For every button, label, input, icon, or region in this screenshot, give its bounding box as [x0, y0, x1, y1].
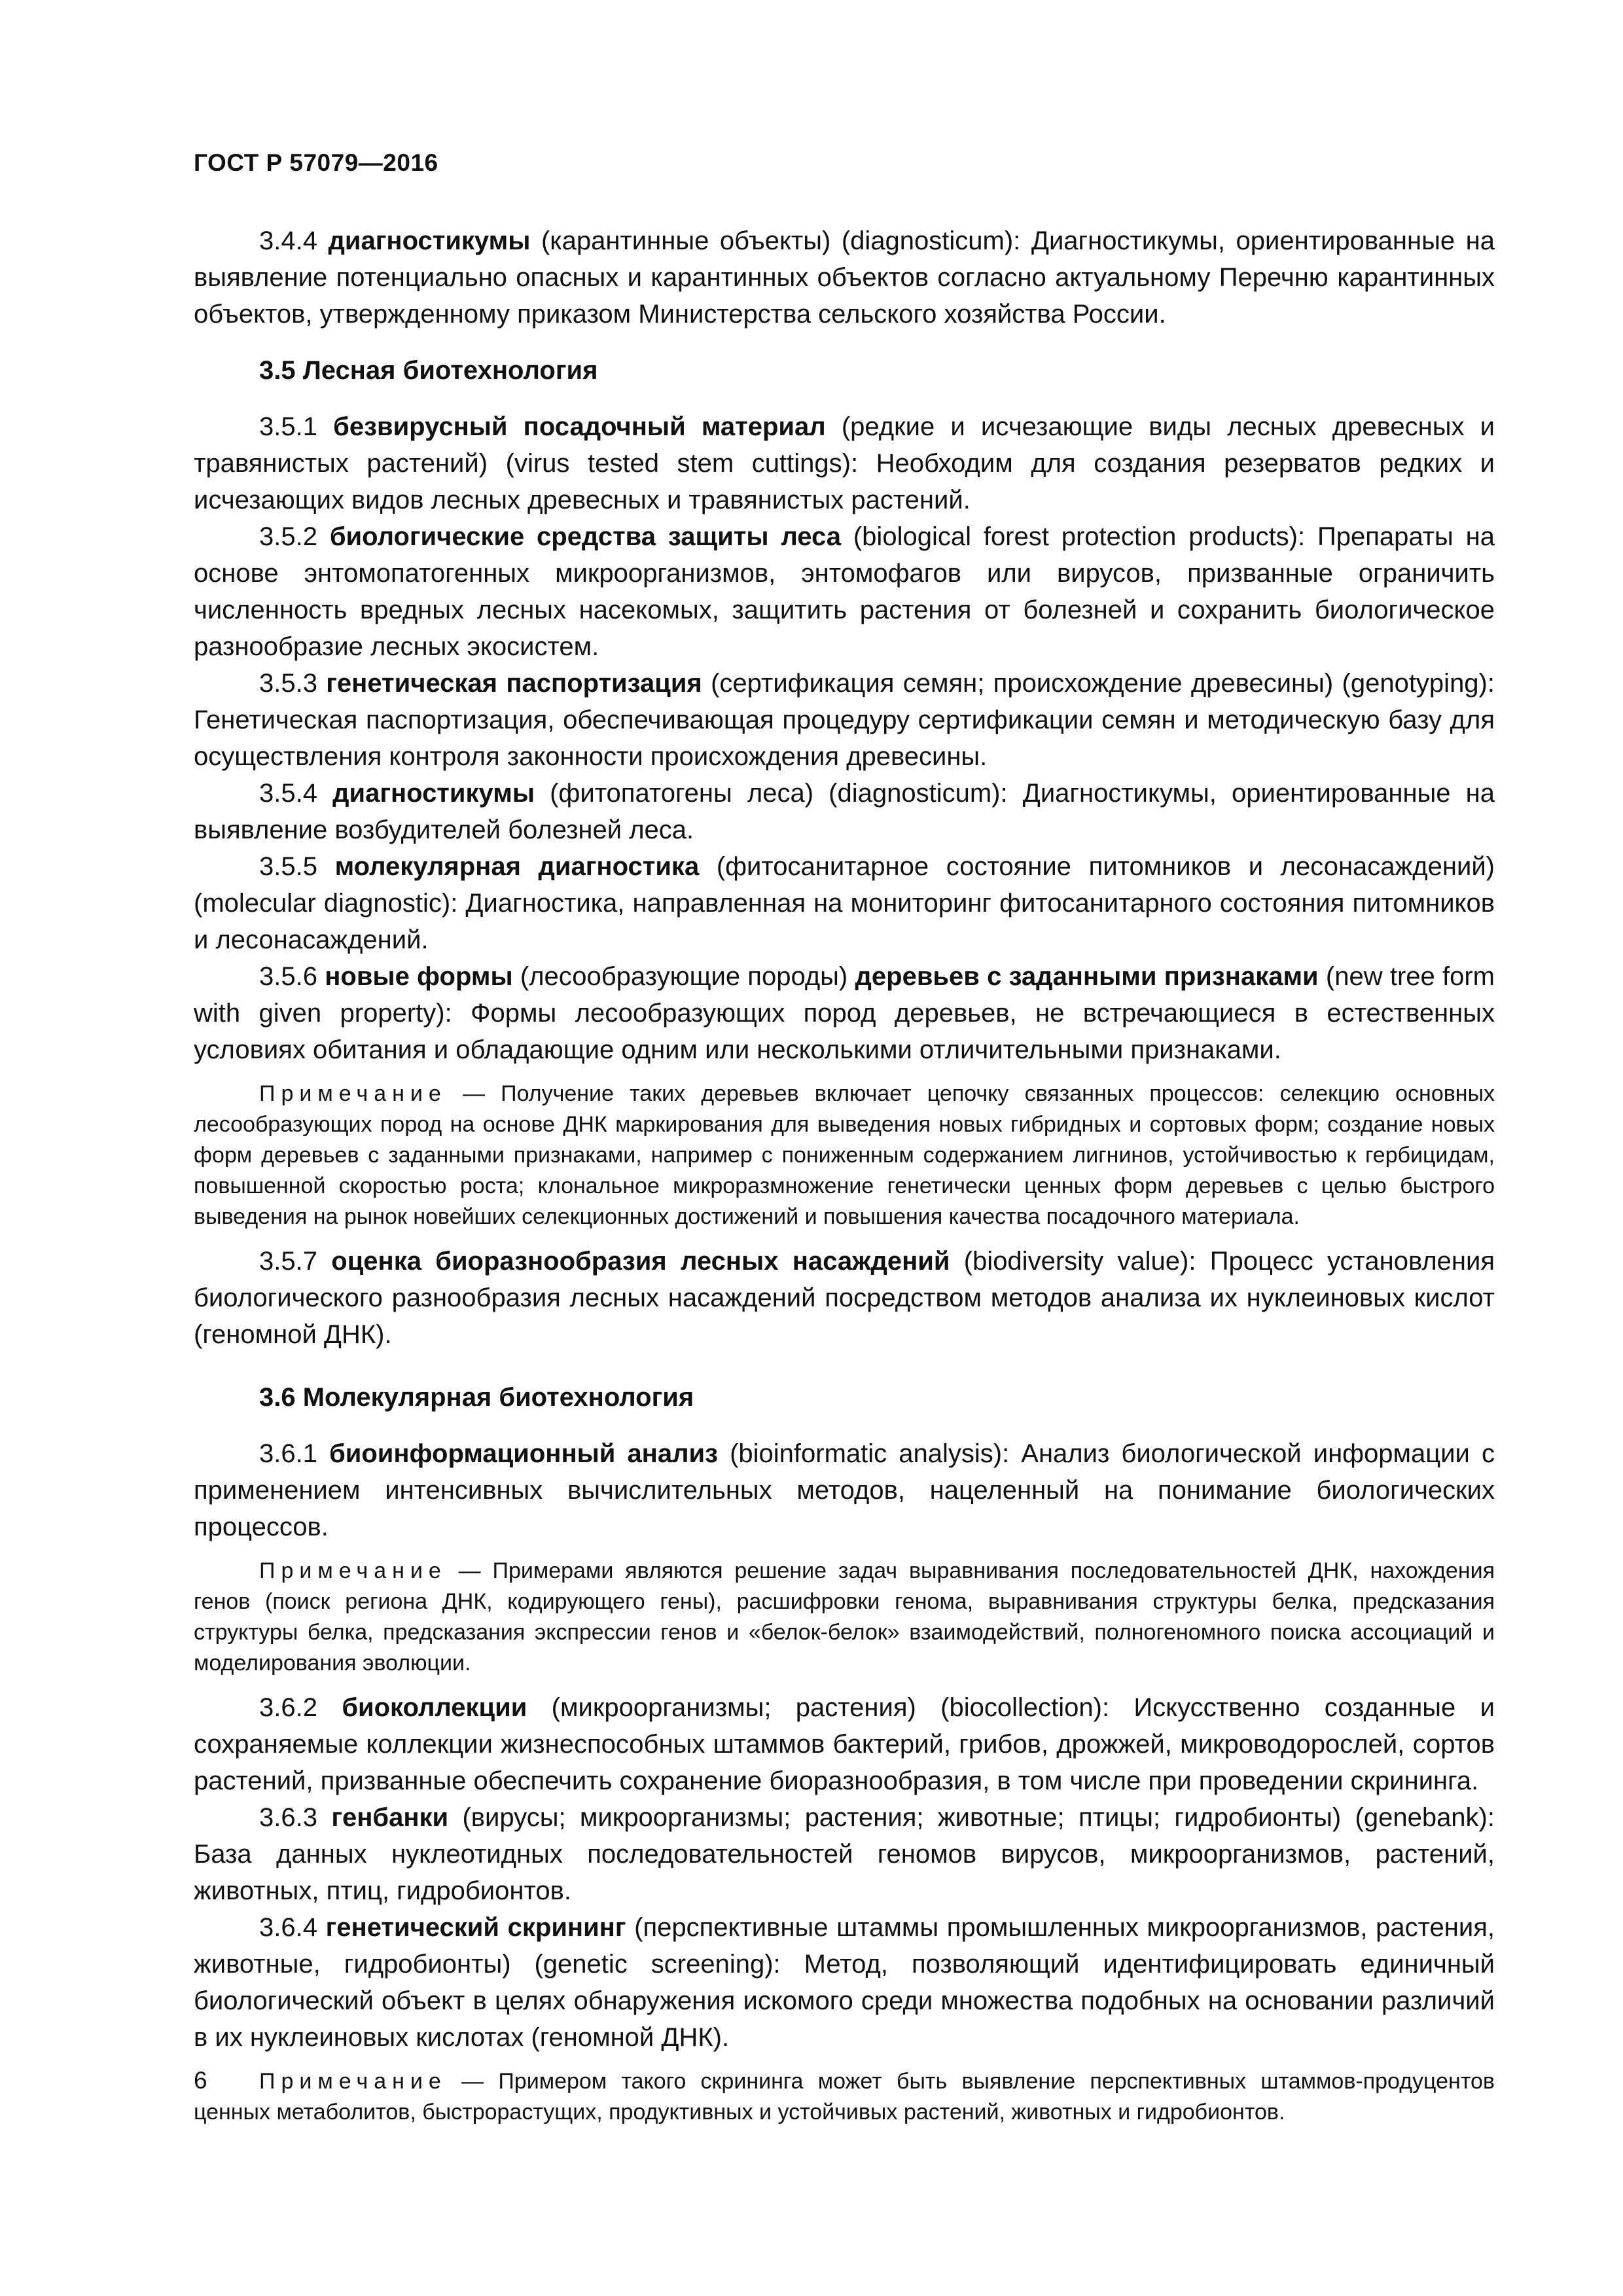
term-3-5-3 — [194, 665, 1495, 775]
page-number: 6 — [194, 2067, 207, 2094]
note-text: — Получение таких деревьев включает цепочку связанных процессов: селекцию основных лесообразующих пород на основе ДНК маркирования для выведения новых гибридных и сортовых форм; создание новых форм деревьев с заданными признаками, например с пониженным содержанием лигнинов, устойчивостью к гербицидам, повышенной скоростью роста; клональное микроразмножение генетически ценных форм деревьев с целью быстрого выведения на рынок новейших селекционных достижений и повышения качества посадочного материала. — [194, 1081, 1495, 1229]
term-number: 3.5.5 — [259, 852, 317, 881]
note-3-6-4 — [194, 2066, 1495, 2128]
term-number: 3.6.1 — [259, 1439, 317, 1468]
term-title: диагностикумы — [328, 226, 531, 255]
section-heading-3-5: 3.5 Лесная биотехнология — [259, 356, 598, 385]
term-3-5-5 — [194, 848, 1495, 958]
term-3-5-4 — [194, 775, 1495, 848]
term-title: биологические средства защиты леса — [329, 522, 841, 551]
note-label: Примечание — [259, 2069, 447, 2094]
term-title: молекулярная диагностика — [334, 852, 700, 881]
term-number: 3.5.2 — [259, 522, 317, 551]
term-3-6-3 — [194, 1799, 1495, 1909]
term-title: биоинформационный анализ — [329, 1439, 718, 1468]
note-label: Примечание — [259, 1081, 447, 1106]
term-definition: (вирусы; микроорганизмы; растения; животные; птицы; гидробионты) (genebank): База данных нуклеотидных последовательностей геномов вирусов, микроорганизмов, растений, животных, птиц, гидробионтов. — [194, 1803, 1495, 1905]
term-definition: (карантинные объекты) (diagnosticum): Диагностикумы, ориентированные на выявление потенциально опасных и карантинных объектов согласно актуальному Перечню карантинных объектов, утвержденному приказом Министерства сельского хозяйства России. — [194, 226, 1495, 329]
term-qualifier: (лесообразующие породы) — [512, 962, 855, 991]
term-title: биоколлекции — [342, 1693, 527, 1722]
term-definition: (перспективные штаммы промышленных микроорганизмов, растения, животные, гидробионты) (genetic screening): Метод, позволяющий идентифицировать единичный биологический объект в целях обнаружения искомого среди множества подобных на основании различий в их нуклеиновых кислотах (геномной ДНК). — [194, 1913, 1495, 2052]
note-text: — Примерами являются решение задач выравнивания последовательностей ДНК, нахождения генов (поиск региона ДНК, кодирующего гены), расшифровки генома, выравнивания структуры белка, предсказания структуры белка, предсказания экспрессии генов и «белок-белок» взаимодействий, полногеномного поиска ассоциаций и моделирования эволюции. — [194, 1558, 1495, 1676]
document-header: ГОСТ Р 57079—2016 — [194, 149, 438, 176]
term-number: 3.5.6 — [259, 962, 317, 991]
term-3-5-6 — [194, 958, 1495, 1068]
term-title: оценка биоразнообразия лесных насаждений — [331, 1247, 950, 1276]
term-title: генетическая паспортизация — [326, 669, 702, 698]
note-text: — Примером такого скрининга может быть выявление перспективных штаммов-продуцентов ценных метаболитов, быстрорастущих, продуктивных и устойчивых растений, животных и гидробионтов. — [194, 2069, 1495, 2125]
term-number: 3.5.3 — [259, 669, 317, 698]
term-3-6-4 — [194, 1909, 1495, 2056]
term-title: генетический скрининг — [325, 1913, 626, 1942]
term-definition: (фитосанитарное состояние питомников и лесонасаждений) (molecular diagnostic): Диагностика, направленная на мониторинг фитосанитарного состояния питомников и лесонасаждений. — [194, 852, 1495, 954]
term-number: 3.5.1 — [259, 412, 317, 441]
term-3-6-2 — [194, 1689, 1495, 1799]
term-definition: (фитопатогены леса) (diagnosticum): Диагностикумы, ориентированные на выявление возбудителей болезней леса. — [194, 779, 1495, 844]
note-label: Примечание — [259, 1558, 447, 1583]
term-number: 3.4.4 — [259, 226, 317, 255]
term-title: генбанки — [331, 1803, 449, 1832]
note-3-6-1 — [194, 1556, 1495, 1679]
term-definition: (сертификация семян; происхождение древесины) (genotyping): Генетическая паспортизация, обеспечивающая процедуру сертификации семян и методическую базу для осуществления контроля законности происхождения древесины. — [194, 669, 1495, 771]
term-number: 3.5.7 — [259, 1247, 317, 1276]
note-3-5-6 — [194, 1079, 1495, 1232]
term-definition: (new tree form with given property): Формы лесообразующих пород деревьев, не встречающиеся в естественных условиях обитания и обладающие одним или несколькими отличительными признаками. — [194, 962, 1495, 1064]
term-title: диагностикумы — [332, 779, 535, 808]
section-heading-3-6: 3.6 Молекулярная биотехнология — [259, 1383, 694, 1412]
term-definition: (biodiversity value): Процесс установления биологического разнообразия лесных насаждений посредством методов анализа их нуклеиновых кислот (геномной ДНК). — [194, 1247, 1495, 1349]
term-title-continued: деревьев с заданными признаками — [855, 962, 1319, 991]
term-number: 3.6.2 — [259, 1693, 317, 1722]
term-number: 3.6.3 — [259, 1803, 317, 1832]
term-definition: (микроорганизмы; растения) (biocollection): Искусственно созданные и сохраняемые коллекции жизнеспособных штаммов бактерий, грибов, дрожжей, микроводорослей, сортов растений, призванные обеспечить сохранение биоразнообразия, в том числе при проведении скрининга. — [194, 1693, 1495, 1795]
page-content — [194, 223, 1495, 2128]
term-3-5-2 — [194, 518, 1495, 665]
term-number: 3.6.4 — [259, 1913, 317, 1942]
term-title: безвирусный посадочный материал — [333, 412, 826, 441]
term-3-4-4 — [194, 223, 1495, 332]
term-3-5-1 — [194, 408, 1495, 518]
term-definition: (bioinformatic analysis): Анализ биологической информации с применением интенсивных вычислительных методов, нацеленный на понимание биологических процессов. — [194, 1439, 1495, 1541]
term-number: 3.5.4 — [259, 779, 317, 808]
term-3-5-7 — [194, 1243, 1495, 1353]
term-3-6-1 — [194, 1435, 1495, 1545]
term-definition: (редкие и исчезающие виды лесных древесных и травянистых растений) (virus tested stem cuttings): Необходим для создания резерватов редких и исчезающих видов лесных древесных и травянистых растений. — [194, 412, 1495, 514]
term-title: новые формы — [325, 962, 513, 991]
term-definition: (biological forest protection products): Препараты на основе энтомопатогенных микроорганизмов, энтомофагов или вирусов, призванные ограничить численность вредных лесных насекомых, защитить растения от болезней и сохранить биологическое разнообразие лесных экосистем. — [194, 522, 1495, 661]
